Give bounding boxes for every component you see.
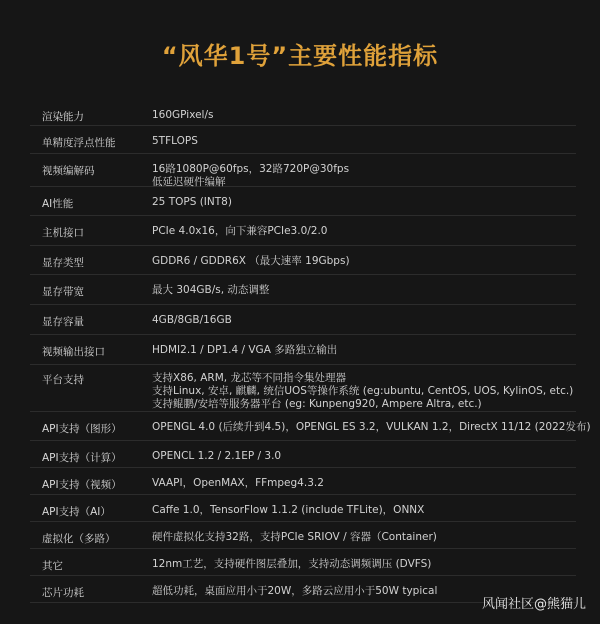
spec-value: [152, 421, 591, 434]
spec-value-line: 超低功耗，桌面应用小于20W，多路云应用小于50W typical: [152, 585, 438, 597]
spec-value: [152, 585, 437, 598]
spec-value: [152, 477, 324, 490]
spec-label: 芯片功耗: [42, 587, 84, 599]
spec-label: API支持（视频）: [42, 479, 122, 491]
spec-row: [30, 412, 591, 441]
spec-label: 显存容量: [42, 316, 84, 328]
spec-value-line: HDMI2.1 / DP1.4 / VGA 多路独立输出: [152, 344, 338, 356]
spec-table: [30, 100, 591, 603]
spec-value-line: 硬件虚拟化支持32路，支持PCIe SRIOV / 容器（Container): [152, 531, 437, 543]
page-title: “风华1号”主要性能指标: [161, 42, 439, 70]
spec-value: [152, 255, 350, 268]
spec-value-line: PCIe 4.0x16，向下兼容PCIe3.0/2.0: [152, 225, 328, 237]
spec-value: [152, 558, 431, 571]
spec-label: 显存类型: [42, 257, 84, 269]
spec-value-line: 16路1080P@60fps，32路720P@30fps: [152, 163, 350, 175]
spec-value: [152, 109, 213, 122]
spec-value: [152, 531, 437, 544]
spec-row: [30, 495, 576, 522]
spec-value: [152, 284, 269, 297]
spec-value-line: 支持Linux, 安卓, 麒麟, 统信UOS等操作系统 (eg:ubuntu, CentOS, UOS, KylinOS, etc.): [152, 385, 574, 397]
spec-label: AI性能: [42, 198, 74, 210]
spec-label: 单精度浮点性能: [42, 137, 116, 149]
spec-value: [152, 135, 198, 148]
spec-row: [30, 216, 576, 246]
spec-label: API支持（AI）: [42, 506, 111, 518]
spec-row: [30, 468, 576, 495]
spec-row: [30, 100, 576, 126]
spec-value-line: 支持X86, ARM, 龙芯等不同指令集处理器: [152, 372, 346, 384]
spec-row: [30, 365, 576, 412]
spec-value-line: OPENGL 4.0 (后续升到4.5)，OPENGL ES 3.2，VULKAN 1.2，DirectX 11/12 (2022发布): [152, 421, 591, 433]
spec-value-line: 5TFLOPS: [152, 135, 198, 147]
spec-row: [30, 549, 576, 576]
spec-label: 虚拟化（多路）: [42, 533, 116, 545]
spec-label: 主机接口: [42, 227, 84, 239]
spec-row: [30, 305, 576, 335]
spec-label: 视频输出接口: [42, 346, 105, 358]
spec-value: [152, 344, 337, 357]
spec-value: [152, 372, 573, 411]
spec-row: [30, 335, 576, 365]
spec-label: 渲染能力: [42, 111, 84, 123]
spec-label: 平台支持: [42, 374, 84, 386]
watermark: 风闻社区@熊猫儿: [481, 597, 586, 612]
spec-value-line: 160GPixel/s: [152, 109, 214, 121]
spec-value-line: Caffe 1.0，TensorFlow 1.1.2 (include TFLite)，ONNX: [152, 504, 425, 516]
spec-value-line: 25 TOPS (INT8): [152, 196, 232, 208]
spec-value-line: 12nm工艺，支持硬件图层叠加，支持动态调频调压 (DVFS): [152, 558, 432, 570]
spec-value: [152, 504, 424, 517]
spec-value-line: 4GB/8GB/16GB: [152, 314, 232, 326]
spec-row: [30, 275, 576, 305]
spec-row: [30, 522, 576, 549]
spec-row: [30, 246, 576, 275]
spec-value: [152, 450, 281, 463]
spec-row: [30, 187, 576, 216]
spec-value-line: OPENCL 1.2 / 2.1EP / 3.0: [152, 450, 282, 462]
spec-row: [30, 126, 576, 154]
spec-value-line: 最大 304GB/s, 动态调整: [152, 284, 270, 296]
spec-label: API支持（计算）: [42, 452, 122, 464]
spec-label: 其它: [42, 560, 63, 572]
spec-row: [30, 441, 576, 468]
spec-label: API支持（图形）: [42, 423, 122, 435]
spec-row: [30, 154, 576, 187]
spec-value-line: 低延迟硬件编解: [152, 176, 226, 188]
spec-value: [152, 163, 349, 189]
spec-value-line: VAAPI，OpenMAX，FFmpeg4.3.2: [152, 477, 324, 489]
spec-value: [152, 196, 232, 209]
spec-label: 视频编解码: [42, 165, 95, 177]
spec-value-line: GDDR6 / GDDR6X （最大速率 19Gbps): [152, 255, 350, 267]
spec-label: 显存带宽: [42, 286, 84, 298]
spec-value: [152, 225, 328, 238]
spec-value: [152, 314, 232, 327]
spec-value-line: 支持鲲鹏/安培等服务器平台 (eg: Kunpeng920, Ampere Altra, etc.): [152, 398, 482, 410]
